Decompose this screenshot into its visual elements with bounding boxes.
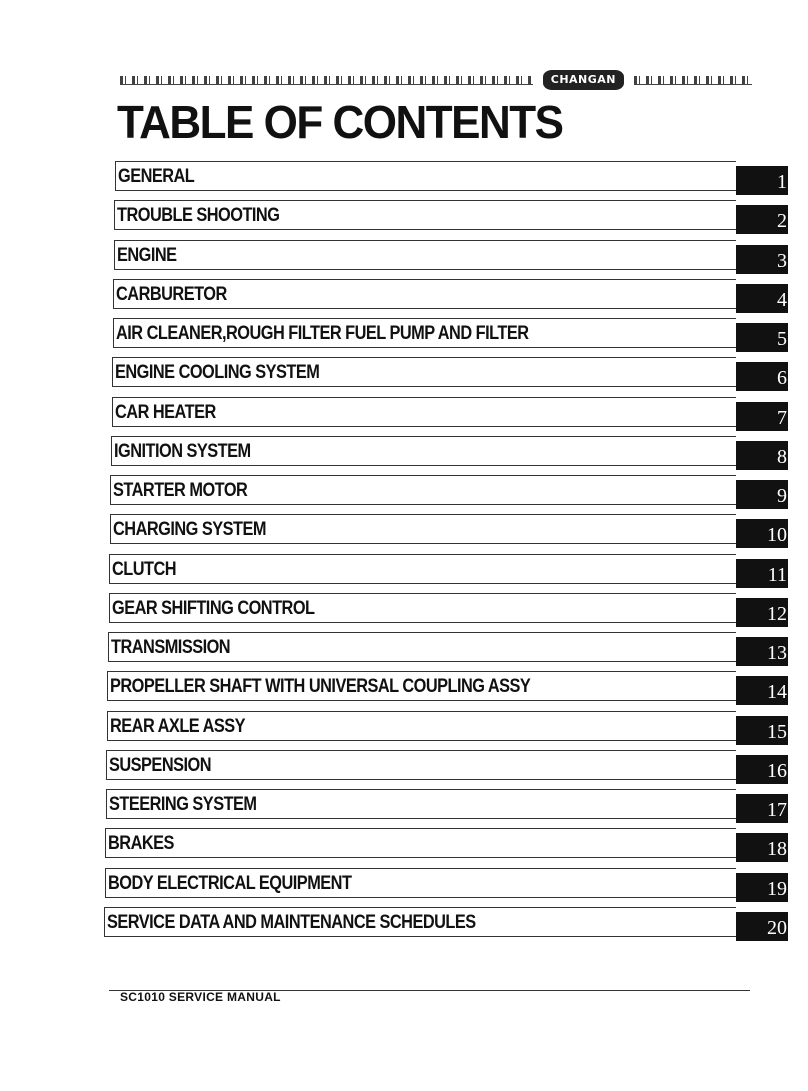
toc-entry-label: TROUBLE SHOOTING [117, 205, 280, 226]
toc-entry-label: CHARGING SYSTEM [113, 519, 266, 540]
toc-entry[interactable] [105, 868, 787, 900]
toc-entry[interactable] [112, 357, 787, 389]
toc-entry[interactable] [107, 671, 787, 703]
toc-entry-label: IGNITION SYSTEM [114, 441, 251, 462]
toc-entry[interactable] [111, 436, 787, 468]
toc-entry-label: SERVICE DATA AND MAINTENANCE SCHEDULES [107, 912, 476, 933]
toc-entry[interactable] [113, 318, 787, 350]
ornament-left [120, 76, 533, 85]
section-tab[interactable]: 20 [736, 912, 788, 941]
section-tab[interactable]: 8 [736, 441, 788, 470]
toc-entry-label: PROPELLER SHAFT WITH UNIVERSAL COUPLING ASSY [110, 676, 531, 697]
section-tab[interactable]: 18 [736, 833, 788, 862]
section-tab[interactable]: 11 [736, 559, 788, 588]
ornament-right [634, 76, 752, 85]
section-tab[interactable]: 4 [736, 284, 788, 313]
toc-entry[interactable] [106, 750, 787, 782]
toc-entry[interactable] [106, 789, 787, 821]
toc-entry-label: CLUTCH [112, 559, 177, 580]
section-tab[interactable]: 1 [736, 166, 788, 195]
section-tab[interactable]: 2 [736, 205, 788, 234]
page-title: TABLE OF CONTENTS [117, 97, 563, 149]
toc-entry[interactable] [114, 240, 787, 272]
toc-entry-label: ENGINE COOLING SYSTEM [115, 362, 320, 383]
toc-entry[interactable] [110, 514, 787, 546]
toc-entry-label: STARTER MOTOR [113, 480, 248, 501]
header-ornament-band [120, 70, 752, 90]
toc-entry-label: BODY ELECTRICAL EQUIPMENT [108, 873, 352, 894]
section-tab[interactable]: 7 [736, 402, 788, 431]
toc-entry[interactable] [113, 279, 787, 311]
toc-entry[interactable] [105, 828, 787, 860]
toc-entry[interactable] [107, 711, 787, 743]
toc-entry[interactable] [110, 475, 787, 507]
toc-entry-label: CARBURETOR [116, 284, 227, 305]
toc-entry[interactable] [108, 632, 787, 664]
section-tab[interactable]: 9 [736, 480, 788, 509]
section-tab[interactable]: 17 [736, 794, 788, 823]
section-tab[interactable]: 10 [736, 519, 788, 548]
brand-logo: CHANGAN [543, 70, 624, 90]
section-tab[interactable]: 6 [736, 362, 788, 391]
toc-entry-label: BRAKES [108, 833, 174, 854]
section-tab[interactable]: 5 [736, 323, 788, 352]
section-tab[interactable]: 3 [736, 245, 788, 274]
section-tab[interactable]: 13 [736, 637, 788, 666]
toc-entry[interactable] [109, 554, 787, 586]
toc-entry-label: CAR HEATER [115, 402, 216, 423]
toc-entry-label: GEAR SHIFTING CONTROL [112, 598, 315, 619]
toc-entry[interactable] [115, 161, 787, 193]
section-tab[interactable]: 12 [736, 598, 788, 627]
toc-entry-label: AIR CLEANER,ROUGH FILTER FUEL PUMP AND FILTER [116, 323, 529, 344]
section-tab[interactable]: 15 [736, 716, 788, 745]
toc-entry-label: SUSPENSION [109, 755, 211, 776]
toc-entry-label: REAR AXLE ASSY [110, 716, 246, 737]
toc-entry-label: STEERING SYSTEM [109, 794, 257, 815]
toc-entry-label: TRANSMISSION [111, 637, 231, 658]
toc-entry[interactable] [109, 593, 787, 625]
section-tab[interactable]: 14 [736, 676, 788, 705]
section-tab[interactable]: 19 [736, 873, 788, 902]
section-tab[interactable]: 16 [736, 755, 788, 784]
toc-entry[interactable] [112, 397, 787, 429]
toc-entry[interactable] [104, 907, 787, 939]
toc-entry-label: ENGINE [117, 245, 177, 266]
footer-text: SC1010 SERVICE MANUAL [120, 990, 281, 1004]
toc-entry[interactable] [114, 200, 787, 232]
toc-entry-label: GENERAL [118, 166, 195, 187]
